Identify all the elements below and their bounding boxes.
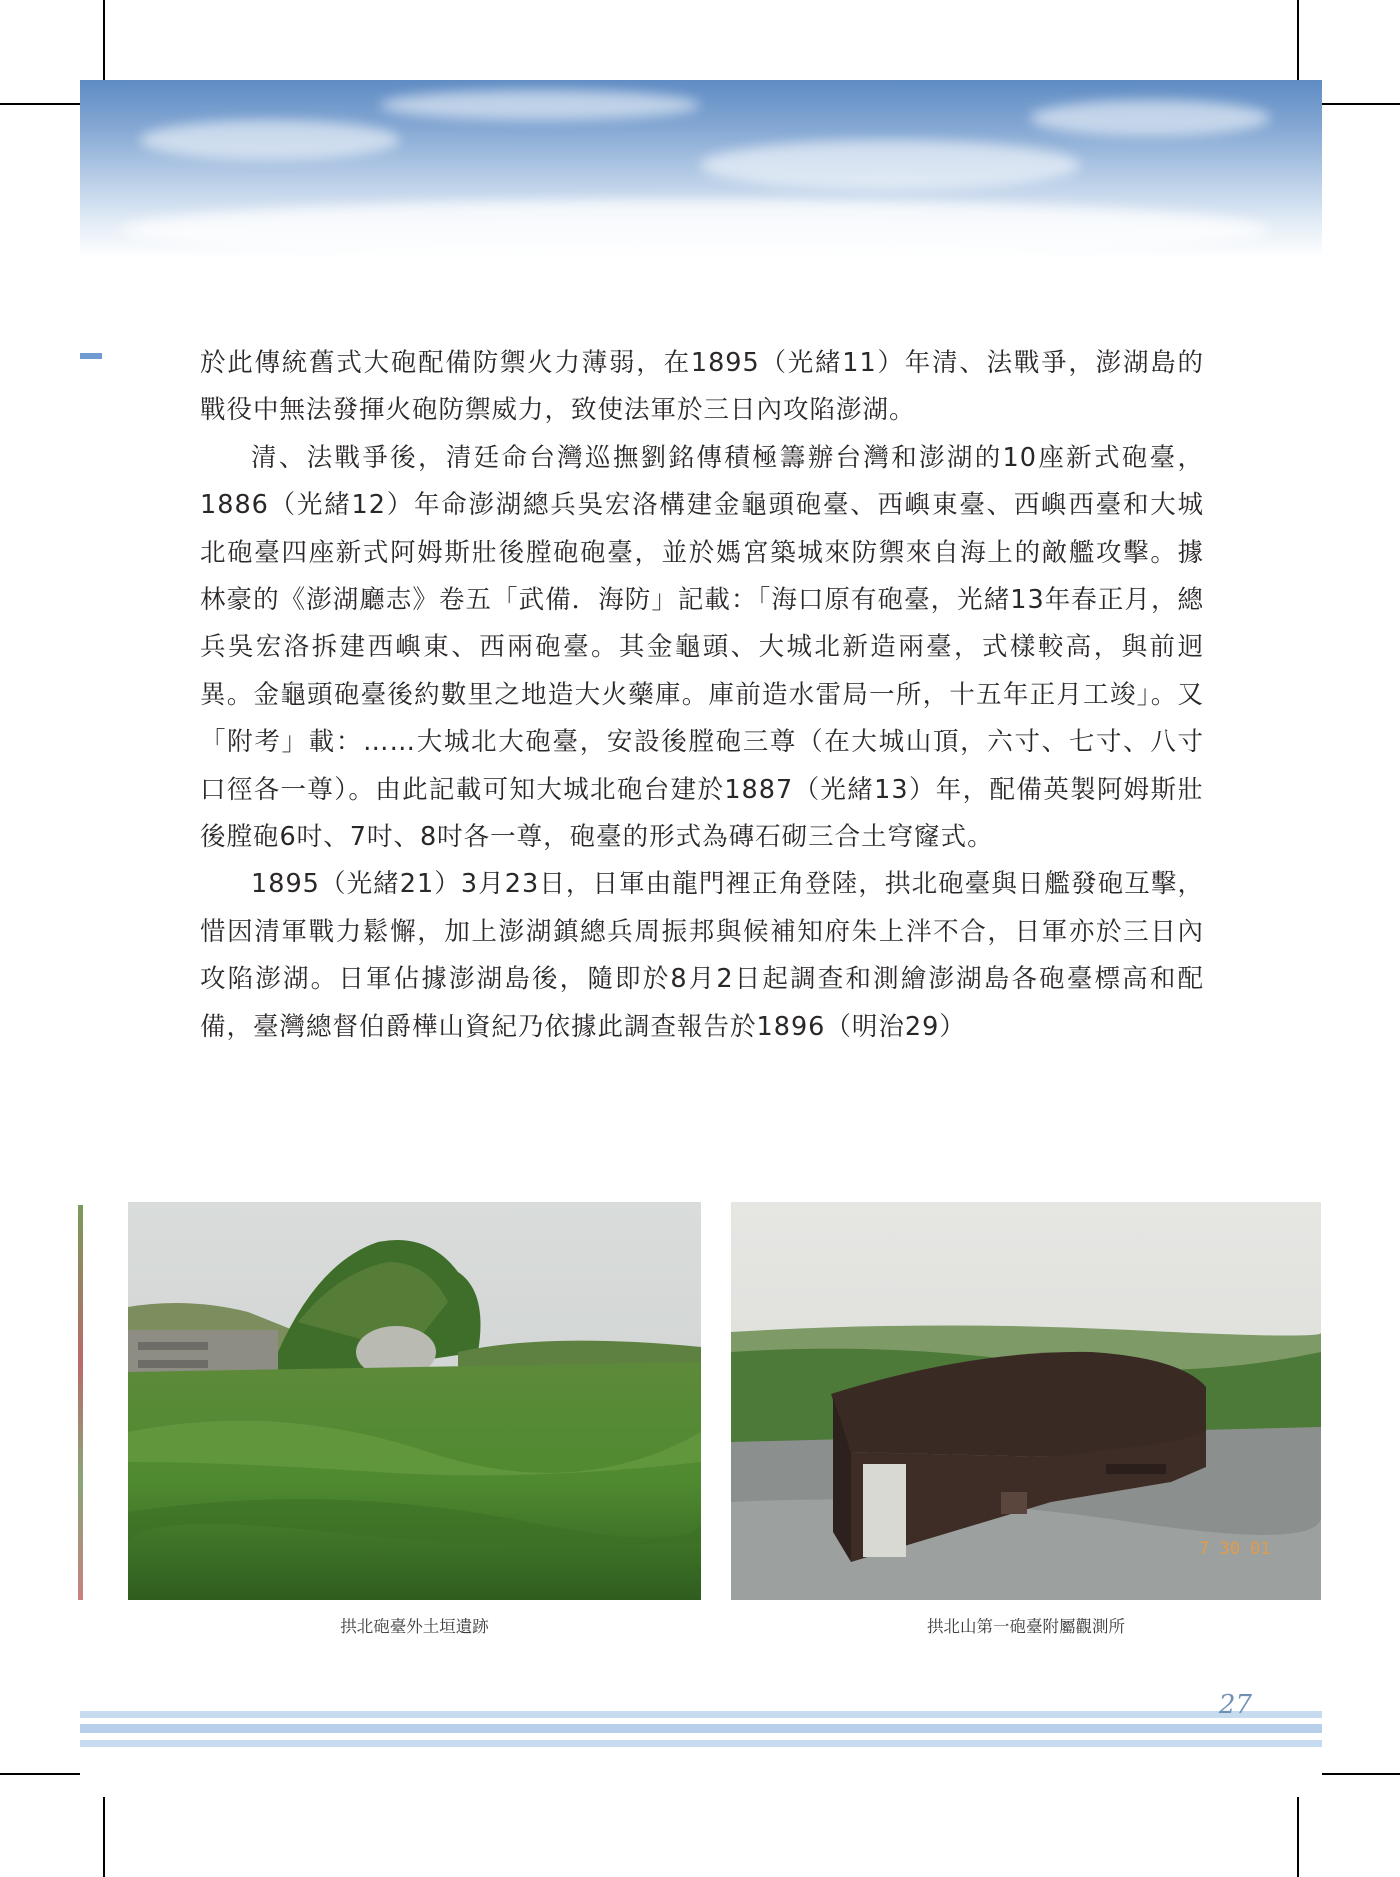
crop-mark	[1297, 1797, 1299, 1877]
page-number: 27	[1218, 1690, 1252, 1720]
paragraph: 1895（光緒21）3月23日，日軍由龍門裡正角登陸，拱北砲臺與日艦發砲互擊，惜因清軍戰力鬆懈，加上澎湖鎮總兵周振邦與候補知府朱上泮不合，日軍亦於三日內攻陷澎湖。日軍佔據澎湖島後，隨即於8月2日起調查和測繪澎湖島各砲臺標高和配備，臺灣總督伯爵樺山資紀乃依據此調查報告於1896（明治29）	[200, 869, 1204, 1042]
footer-stripe	[80, 1740, 1322, 1747]
photo-caption: 拱北山第一砲臺附屬觀測所	[927, 1617, 1125, 1636]
article-body	[200, 340, 1204, 1051]
crop-mark	[0, 1773, 80, 1775]
photo-earthwork-remains	[128, 1202, 701, 1600]
footer-stripe	[80, 1711, 1322, 1718]
photo-caption: 拱北砲臺外土垣遺跡	[340, 1617, 489, 1636]
sky-banner-image	[80, 80, 1322, 258]
adjacent-page-edge	[78, 1205, 83, 1600]
crop-mark	[1297, 0, 1299, 80]
section-marker	[80, 353, 102, 359]
paragraph: 於此傳統舊式大砲配備防禦火力薄弱，在1895（光緒11）年清、法戰爭，澎湖島的戰役中無法發揮火砲防禦威力，致使法軍於三日內攻陷澎湖。	[200, 348, 1204, 426]
crop-mark	[1322, 103, 1400, 105]
crop-mark	[103, 0, 105, 80]
footer-stripe	[80, 1724, 1322, 1733]
crop-mark	[1322, 1773, 1400, 1775]
photo-date-stamp: 7 30 01	[1199, 1539, 1271, 1559]
paragraph: 清、法戰爭後，清廷命台灣巡撫劉銘傳積極籌辦台灣和澎湖的10座新式砲臺，1886（光緒12）年命澎湖總兵吳宏洛構建金龜頭砲臺、西嶼東臺、西嶼西臺和大城北砲臺四座新式阿姆斯壯後膛砲砲臺，並於媽宮築城來防禦來自海上的敵艦攻擊。據林豪的《澎湖廳志》卷五「武備．海防」記載：「海口原有砲臺，光緒13年春正月，總兵吳宏洛拆建西嶼東、西兩砲臺。其金龜頭、大城北新造兩臺，式樣較高，與前迥異。金龜頭砲臺後約數里之地造大火藥庫。庫前造水雷局一所，十五年正月工竣」。又「附考」載：……大城北大砲臺，安設後膛砲三尊（在大城山頂，六寸、七寸、八寸口徑各一尊）。由此記載可知大城北砲台建於1887（光緒13）年，配備英製阿姆斯壯後膛砲6吋、7吋、8吋各一尊，砲臺的形式為磚石砌三合土穹窿式。	[200, 442, 1204, 853]
photo-observation-post	[731, 1202, 1321, 1600]
crop-mark	[0, 103, 80, 105]
crop-mark	[103, 1797, 105, 1877]
